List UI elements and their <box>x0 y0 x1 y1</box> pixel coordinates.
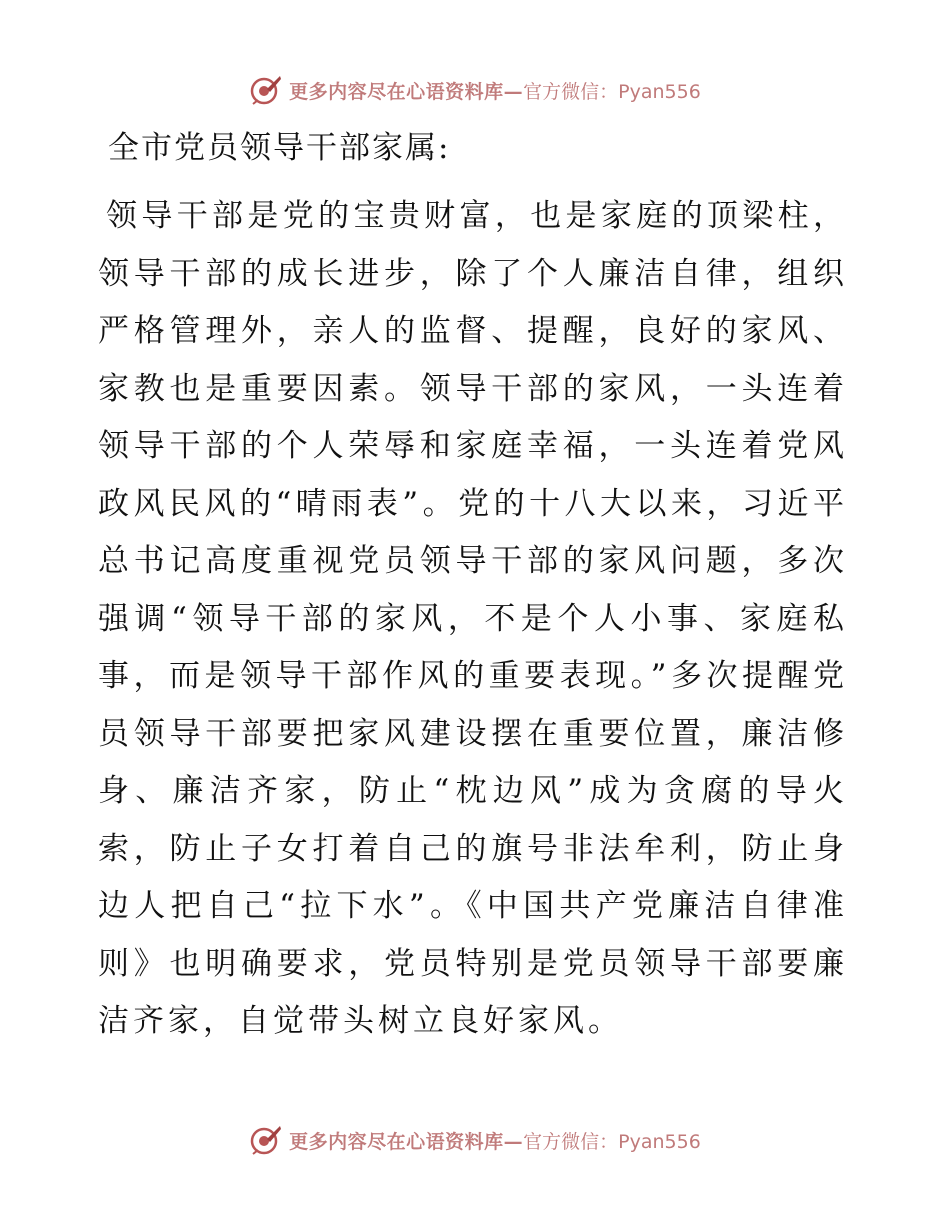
footer-watermark <box>0 1120 950 1160</box>
salutation: 全市党员领导干部家属: <box>108 130 451 166</box>
body-paragraph: 领导干部是党的宝贵财富，也是家庭的顶梁柱，领导干部的成长进步，除了个人廉洁自律，组织严格管理外，亲人的监督、提醒，良好的家风、家教也是重要因素。领导干部的家风，一头连着领导干部的个人荣辱和家庭幸福，一头连着党风政风民风的“晴雨表”。党的十八大以来，习近平总书记高度重视党员领导干部的家风问题，多次强调“领导干部的家风，不是个人小事、家庭私事，而是领导干部作风的重要表现。”多次提醒党员领导干部要把家风建设摆在重要位置，廉洁修身、廉洁齐家，防止“枕边风”成为贪腐的导火索，防止子女打着自己的旗号非法牟利，防止身边人把自己“拉下水”。《中国共产党廉洁自律准则》也明确要求，党员特别是党员领导干部要廉洁齐家，自觉带头树立良好家风。 <box>98 198 848 1039</box>
watermark-wechat-text: 官方微信：Pyan556 <box>523 1130 701 1153</box>
watermark-library-text: 更多内容尽在心语资料库— <box>289 80 524 103</box>
quill-pen-logo-icon <box>249 73 283 107</box>
quill-pen-logo-icon <box>249 1123 283 1157</box>
watermark-library-text: 更多内容尽在心语资料库— <box>289 1130 524 1153</box>
header-watermark <box>0 70 950 110</box>
watermark-wechat-text: 官方微信：Pyan556 <box>523 80 701 103</box>
document-body <box>98 120 848 1070</box>
